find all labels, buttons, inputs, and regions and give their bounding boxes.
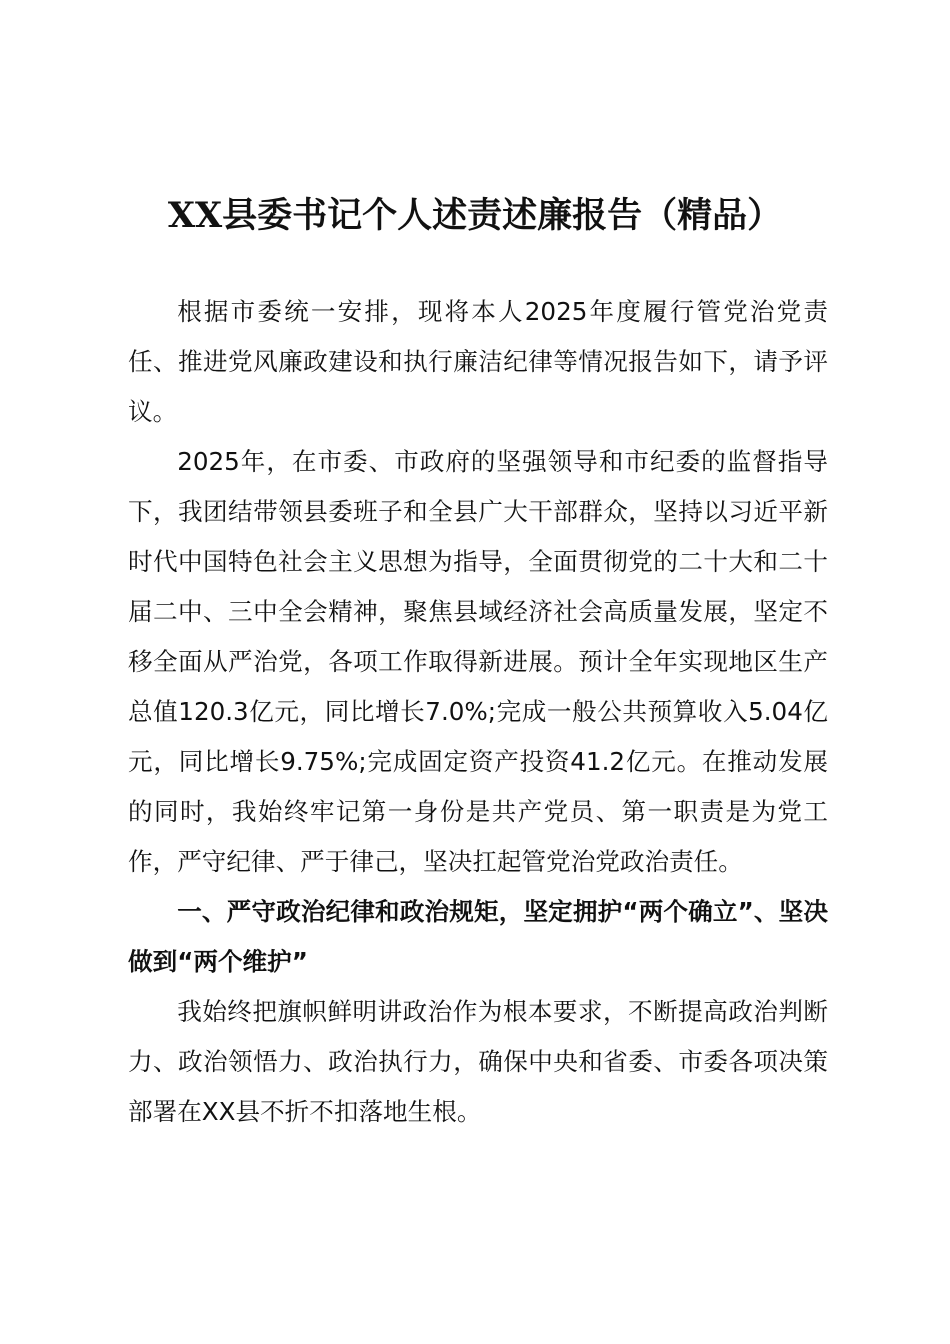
document-title: XX县委书记个人述责述廉报告（精品） — [167, 195, 783, 236]
section-heading: 一、严守政治纪律和政治规矩，坚定拥护“两个确立”、坚决做到“两个维护” — [128, 897, 828, 976]
section-paragraph: 我始终把旗帜鲜明讲政治作为根本要求，不断提高政治判断力、政治领悟力、政治执行力，确保中央和省委、市委各项决策部署在XX县不折不扣落地生根。 — [128, 997, 828, 1126]
intro-paragraph: 根据市委统一安排，现将本人2025年度履行管党治党责任、推进党风廉政建设和执行廉洁纪律等情况报告如下，请予评议。 — [128, 297, 828, 426]
overview-paragraph: 2025年，在市委、市政府的坚强领导和市纪委的监督指导下，我团结带领县委班子和全县广大干部群众，坚持以习近平新时代中国特色社会主义思想为指导，全面贯彻党的二十大和二十届二中、三中全会精神，聚焦县域经济社会高质量发展，坚定不移全面从严治党，各项工作取得新进展。预计全年实现地区生产总值120.3亿元，同比增长7.0%;完成一般公共预算收入5.04亿元，同比增长9.75%;完成固定资产投资41.2亿元。在推动发展的同时，我始终牢记第一身份是共产党员、第一职责是为党工作，严守纪律、严于律己，坚决扛起管党治党政治责任。 — [128, 447, 828, 876]
document-body — [128, 287, 828, 1137]
